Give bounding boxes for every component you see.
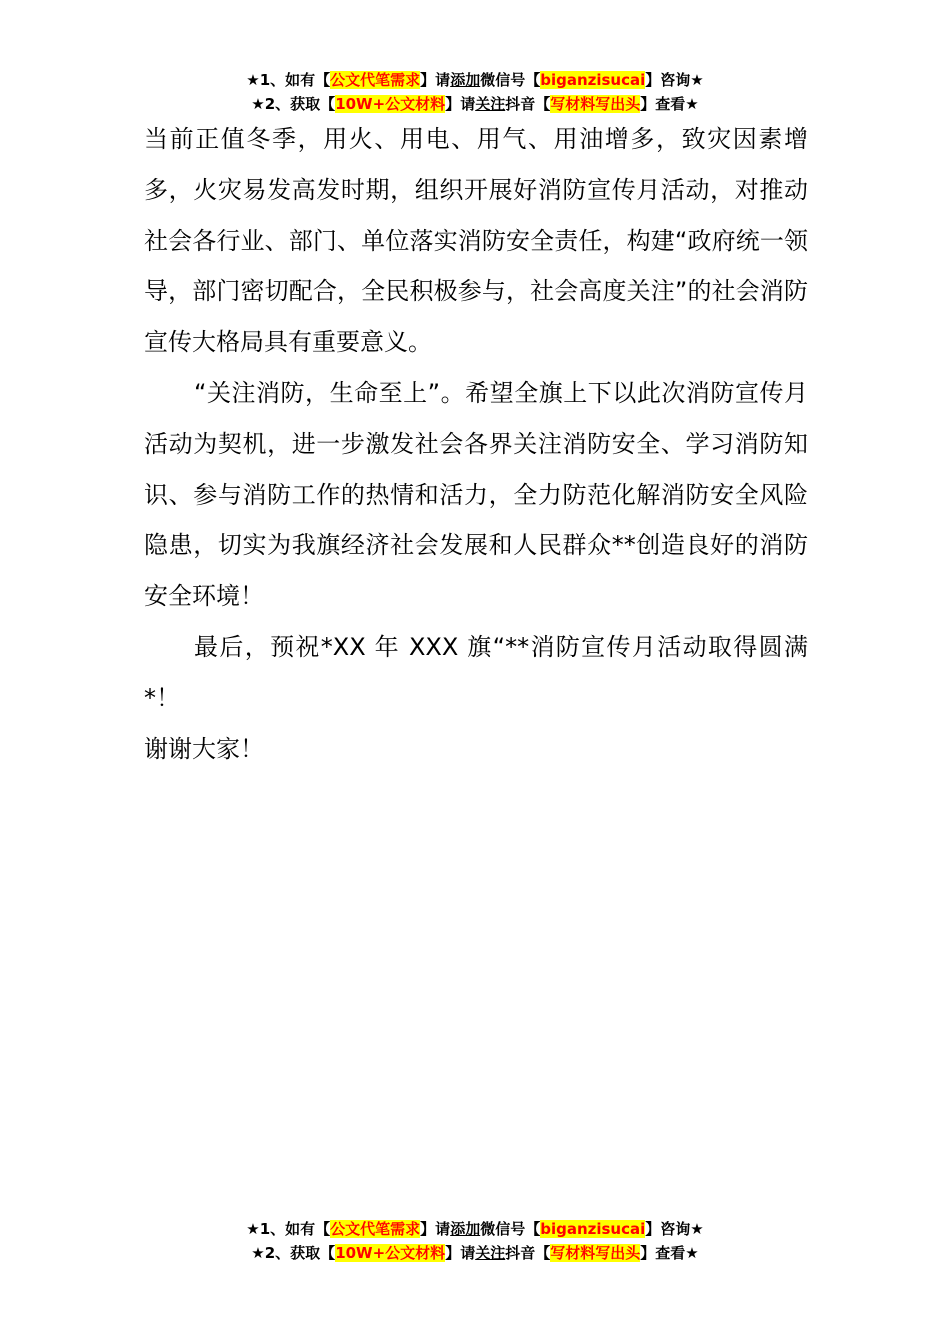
banner-highlight: 10W+公文材料	[335, 95, 446, 113]
banner-text: ★2、获取【	[251, 1244, 336, 1262]
banner-highlight: 公文代笔需求	[330, 1220, 421, 1238]
banner-text: 】请	[420, 71, 451, 89]
banner-highlight: biganzisucai	[540, 1220, 646, 1238]
banner-line-2	[0, 92, 950, 116]
banner-line-1	[0, 68, 950, 92]
banner-underline: 关注	[475, 95, 506, 113]
banner-line-2	[0, 1241, 950, 1265]
banner-text: 微信号【	[480, 71, 541, 89]
banner-text: 】请	[420, 1220, 451, 1238]
banner-underline: 关注	[475, 1244, 506, 1262]
document-body	[144, 114, 808, 774]
closing-line: 谢谢大家！	[144, 734, 264, 763]
banner-highlight: 公文代笔需求	[330, 71, 421, 89]
paragraph: 最后，预祝*XX 年 XXX 旗“**消防宣传月活动取得圆满*！	[144, 632, 808, 712]
banner-line-1	[0, 1217, 950, 1241]
paragraph: 当前正值冬季，用火、用电、用气、用油增多，致灾因素增多，火灾易发高发时期，组织开展好消防宣传月活动，对推动社会各行业、部门、单位落实消防安全责任，构建“政府统一领导，部门密切配合，全民积极参与，社会高度关注”的社会消防宣传大格局具有重要意义。	[144, 125, 808, 357]
banner-text: 抖音【	[505, 1244, 551, 1262]
banner-underline: 添加	[450, 1220, 481, 1238]
banner-text: 微信号【	[480, 1220, 541, 1238]
paragraph: “关注消防，生命至上”。希望全旗上下以此次消防宣传月活动为契机，进一步激发社会各界关注消防安全、学习消防知识、参与消防工作的热情和活力，全力防范化解消防安全风险隐患，切实为我旗经济社会发展和人民群众**创造良好的消防安全环境！	[144, 378, 808, 611]
banner-text: 】查看★	[640, 1244, 699, 1262]
banner-text: 】咨询★	[645, 71, 704, 89]
banner-text: 】请	[445, 1244, 476, 1262]
banner-text: 】请	[445, 95, 476, 113]
banner-text: 抖音【	[505, 95, 551, 113]
banner-underline: 添加	[450, 71, 481, 89]
banner-text: ★1、如有【	[246, 1220, 331, 1238]
banner-highlight: 写材料写出头	[550, 95, 641, 113]
banner-highlight: 10W+公文材料	[335, 1244, 446, 1262]
footer-banner	[0, 1217, 950, 1265]
banner-text: ★2、获取【	[251, 95, 336, 113]
banner-highlight: 写材料写出头	[550, 1244, 641, 1262]
banner-text: ★1、如有【	[246, 71, 331, 89]
header-banner	[0, 68, 950, 116]
banner-text: 】查看★	[640, 95, 699, 113]
banner-highlight: biganzisucai	[540, 71, 646, 89]
banner-text: 】咨询★	[645, 1220, 704, 1238]
